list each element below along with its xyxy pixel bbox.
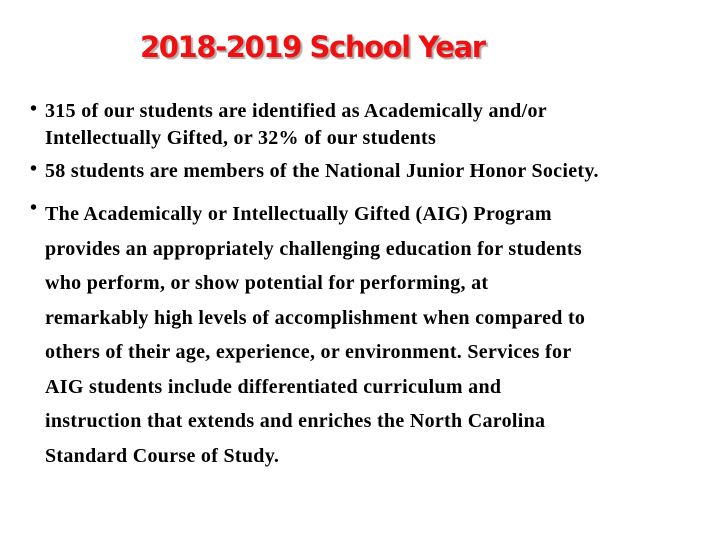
bullet-icon: • xyxy=(30,158,38,180)
bullet-item-njhs xyxy=(30,158,710,185)
bullet-list xyxy=(30,98,710,473)
bullet-icon: • xyxy=(30,197,38,219)
bullet-text-line: 58 students are members of the National Junior Honor Society. xyxy=(45,160,599,182)
bullet-item-aig-count xyxy=(30,98,710,152)
bullet-text-line: 315 of our students are identified as Academically and/or xyxy=(45,100,547,122)
bullet-item-aig-program xyxy=(30,197,710,473)
bullet-text-line: Intellectually Gifted, or 32% of our students xyxy=(45,127,437,149)
slide-title: 2018-2019 School Year xyxy=(140,30,485,64)
bullet-text-line: others of their age, experience, or environment. Services for xyxy=(45,341,572,363)
bullet-text-line: who perform, or show potential for performing, at xyxy=(45,272,489,294)
bullet-text-line: instruction that extends and enriches the North Carolina xyxy=(45,410,546,432)
bullet-text-line: Standard Course of Study. xyxy=(45,444,280,467)
bullet-text-line: The Academically or Intellectually Gifted (AIG) Program xyxy=(45,203,552,225)
bullet-text-line: AIG students include differentiated curriculum and xyxy=(45,375,502,398)
bullet-text-line: remarkably high levels of accomplishment when compared to xyxy=(45,306,586,329)
bullet-text-line: provides an appropriately challenging education for students xyxy=(45,237,582,260)
bullet-icon: • xyxy=(30,98,38,120)
